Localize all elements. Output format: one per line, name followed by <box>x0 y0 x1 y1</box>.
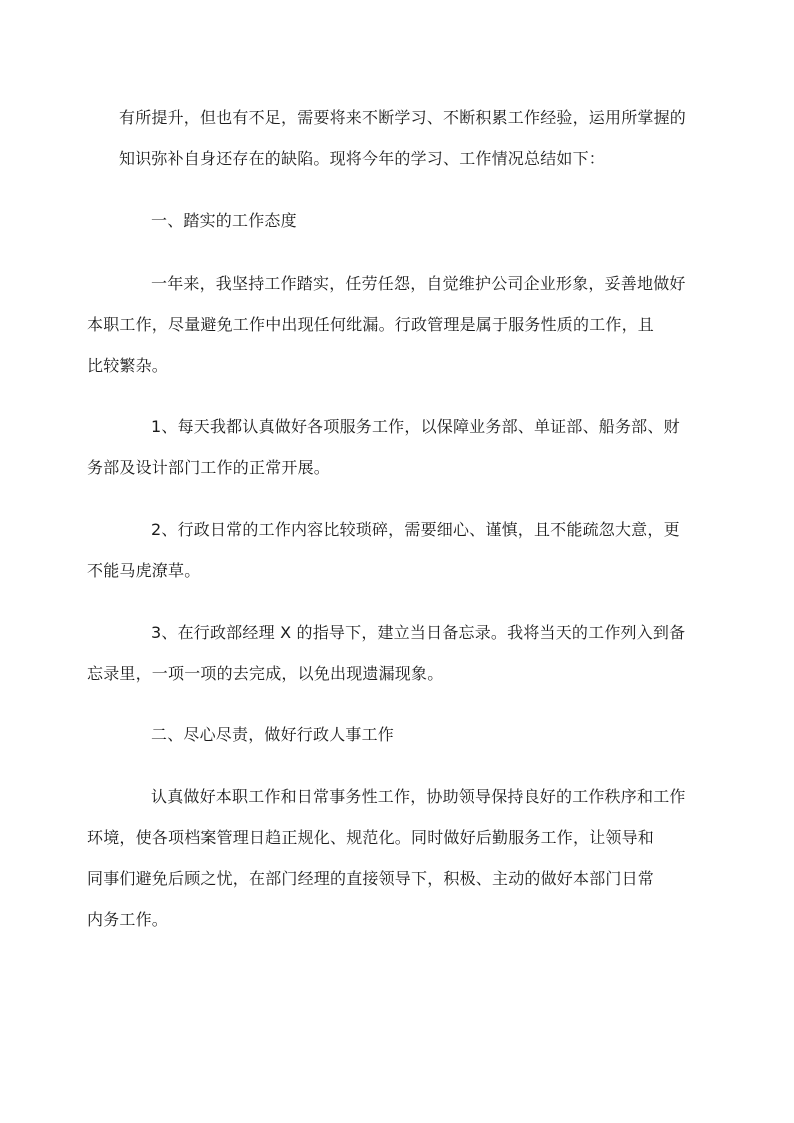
text-line: 2、行政日常的工作内容比较琐碎，需要细心、谨慎，且不能疏忽大意，更 <box>151 520 680 539</box>
section-heading-hr <box>119 714 679 755</box>
paragraph-item-2 <box>87 509 680 591</box>
text-line: 1、每天我都认真做好各项服务工作，以保障业务部、单证部、船务部、财 <box>151 417 680 436</box>
section-heading-attitude <box>119 200 679 241</box>
text-line: 忘录里，一项一项的去完成，以免出现遗漏现象。 <box>87 664 444 683</box>
text-line: 同事们避免后顾之忧，在部门经理的直接领导下，积极、主动的做好本部门日常 <box>87 869 655 888</box>
paragraph-intro <box>119 97 687 179</box>
text-line: 务部及设计部门工作的正常开展。 <box>87 458 331 477</box>
paragraph-attitude <box>87 263 686 386</box>
text-line: 本职工作，尽量避免工作中出现任何纰漏。行政管理是属于服务性质的工作，且 <box>87 315 655 334</box>
text-line: 环境，使各项档案管理日趋正规化、规范化。同时做好后勤服务工作，让领导和 <box>87 828 655 847</box>
paragraph-hr <box>87 776 686 940</box>
paragraph-item-3 <box>87 612 686 694</box>
text-line: 内务工作。 <box>87 910 169 929</box>
heading-text: 一、踏实的工作态度 <box>151 211 297 230</box>
text-line: 比较繁杂。 <box>87 356 169 375</box>
text-line: 认真做好本职工作和日常事务性工作，协助领导保持良好的工作秩序和工作 <box>151 787 686 806</box>
heading-text: 二、尽心尽责，做好行政人事工作 <box>151 725 395 744</box>
text-line: 有所提升，但也有不足，需要将来不断学习、不断积累工作经验，运用所掌握的 <box>119 108 687 127</box>
paragraph-item-1 <box>87 406 680 488</box>
text-line: 知识弥补自身还存在的缺陷。现将今年的学习、工作情况总结如下： <box>119 149 606 168</box>
text-line: 3、在行政部经理 X 的指导下，建立当日备忘录。我将当天的工作列入到备 <box>151 623 686 642</box>
text-line: 一年来，我坚持工作踏实，任劳任怨，自觉维护公司企业形象，妥善地做好 <box>151 274 686 293</box>
text-line: 不能马虎潦草。 <box>87 561 201 580</box>
